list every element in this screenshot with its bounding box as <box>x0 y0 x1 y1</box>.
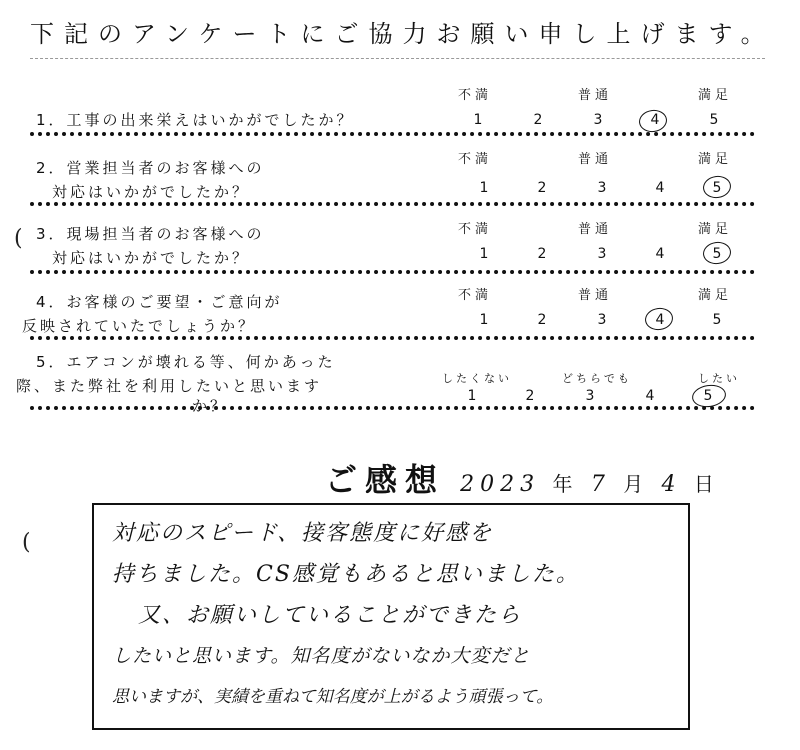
impression-header <box>325 455 720 501</box>
question-line-2: 対応はいかがでしたか？ <box>52 183 251 201</box>
option-1[interactable]: 1 <box>467 388 477 404</box>
option-4[interactable]: 4 <box>655 246 665 262</box>
scale-mid-label: 普通 <box>578 222 613 237</box>
comment-line-1: 対応のスピード、接客態度に好感を <box>112 521 494 546</box>
option-5[interactable]: 5 <box>709 112 719 128</box>
margin-mark: ( <box>22 530 31 555</box>
title-rule <box>30 58 765 59</box>
question-5 <box>0 350 800 440</box>
option-4[interactable]: 4 <box>645 388 655 404</box>
scale-low-label: 不満 <box>458 88 493 103</box>
scale-high-label: 満足 <box>698 222 733 237</box>
question-line-3: か？ <box>192 397 229 415</box>
scale-mid-label: 普通 <box>578 88 613 103</box>
question-4 <box>0 284 800 354</box>
margin-mark: ( <box>14 226 23 251</box>
scale-high-label: 満足 <box>698 88 733 103</box>
dotted-separator <box>30 336 755 340</box>
scale-mid-label: どちらでも <box>562 372 632 385</box>
option-5[interactable]: 5 <box>712 312 722 328</box>
option-1[interactable]: 1 <box>473 112 483 128</box>
option-3[interactable]: 3 <box>597 180 607 196</box>
scale-mid-label: 普通 <box>578 288 613 303</box>
dotted-separator <box>30 270 755 274</box>
question-line-2: 対応はいかがでしたか？ <box>52 249 251 267</box>
option-3[interactable]: 3 <box>597 246 607 262</box>
scale-low-label: 不満 <box>458 222 493 237</box>
scale-high-label: したい <box>698 372 740 385</box>
date-year-unit: 年 <box>552 472 579 496</box>
question-line-1: 5．エアコンが壊れる等、何かあった <box>36 353 336 371</box>
date-day: 4 <box>661 472 682 497</box>
scale-low-label: したくない <box>442 372 512 385</box>
option-5[interactable]: 5 <box>712 180 722 196</box>
option-1[interactable]: 1 <box>479 180 489 196</box>
dotted-separator <box>30 406 755 410</box>
question-line-1: 4．お客様のご要望・ご意向が <box>36 293 283 311</box>
question-1 <box>0 82 800 152</box>
question-text <box>16 350 336 415</box>
question-text: 1．工事の出来栄えはいかがでしたか？ <box>36 111 355 129</box>
option-4[interactable]: 4 <box>655 312 665 328</box>
question-3 <box>0 216 800 286</box>
question-line-1: 2．営業担当者のお客様への <box>36 159 265 177</box>
date-day-unit: 日 <box>693 472 720 496</box>
option-2[interactable]: 2 <box>533 112 543 128</box>
option-2[interactable]: 2 <box>525 388 535 404</box>
option-5[interactable]: 5 <box>703 388 713 404</box>
option-1[interactable]: 1 <box>479 312 489 328</box>
survey-title: 下記のアンケートにご協力お願い申し上げます。 <box>30 20 775 48</box>
option-5[interactable]: 5 <box>712 246 722 262</box>
question-text <box>22 290 283 338</box>
scale-high-label: 満足 <box>698 288 733 303</box>
scale-low-label: 不満 <box>458 152 493 167</box>
option-4[interactable]: 4 <box>650 112 660 128</box>
question-text <box>36 222 265 270</box>
comment-line-5: 思いますが、実績を重ねて知名度が上がるよう頑張って。 <box>112 687 554 707</box>
comment-box <box>92 503 690 730</box>
handwritten-comment <box>112 513 676 718</box>
option-1[interactable]: 1 <box>479 246 489 262</box>
impression-date <box>460 472 720 496</box>
question-line-1: 3．現場担当者のお客様への <box>36 225 265 243</box>
option-3[interactable]: 3 <box>593 112 603 128</box>
scale-mid-label: 普通 <box>578 152 613 167</box>
dotted-separator <box>30 202 755 206</box>
option-3[interactable]: 3 <box>585 388 595 404</box>
option-3[interactable]: 3 <box>597 312 607 328</box>
impression-title: ご感想 <box>325 461 446 499</box>
comment-line-4: したいと思います。知名度がないなか大変だと <box>112 645 531 667</box>
date-month-unit: 月 <box>623 472 650 496</box>
comment-line-3: 又、お願いしていることができたら <box>138 603 523 628</box>
date-month: 7 <box>590 472 611 497</box>
option-4[interactable]: 4 <box>655 180 665 196</box>
scale-high-label: 満足 <box>698 152 733 167</box>
option-2[interactable]: 2 <box>537 312 547 328</box>
scale-low-label: 不満 <box>458 288 493 303</box>
question-2 <box>0 146 800 216</box>
date-year: 2023 <box>460 472 541 497</box>
question-line-2: 際、また弊社を利用したいと思います <box>16 377 323 395</box>
option-2[interactable]: 2 <box>537 246 547 262</box>
question-text <box>36 156 265 204</box>
comment-line-2: 持ちました。CS感覚もあると思いました。 <box>112 562 580 587</box>
question-line-2: 反映されていたでしょうか？ <box>22 317 257 335</box>
option-2[interactable]: 2 <box>537 180 547 196</box>
dotted-separator <box>30 132 755 136</box>
